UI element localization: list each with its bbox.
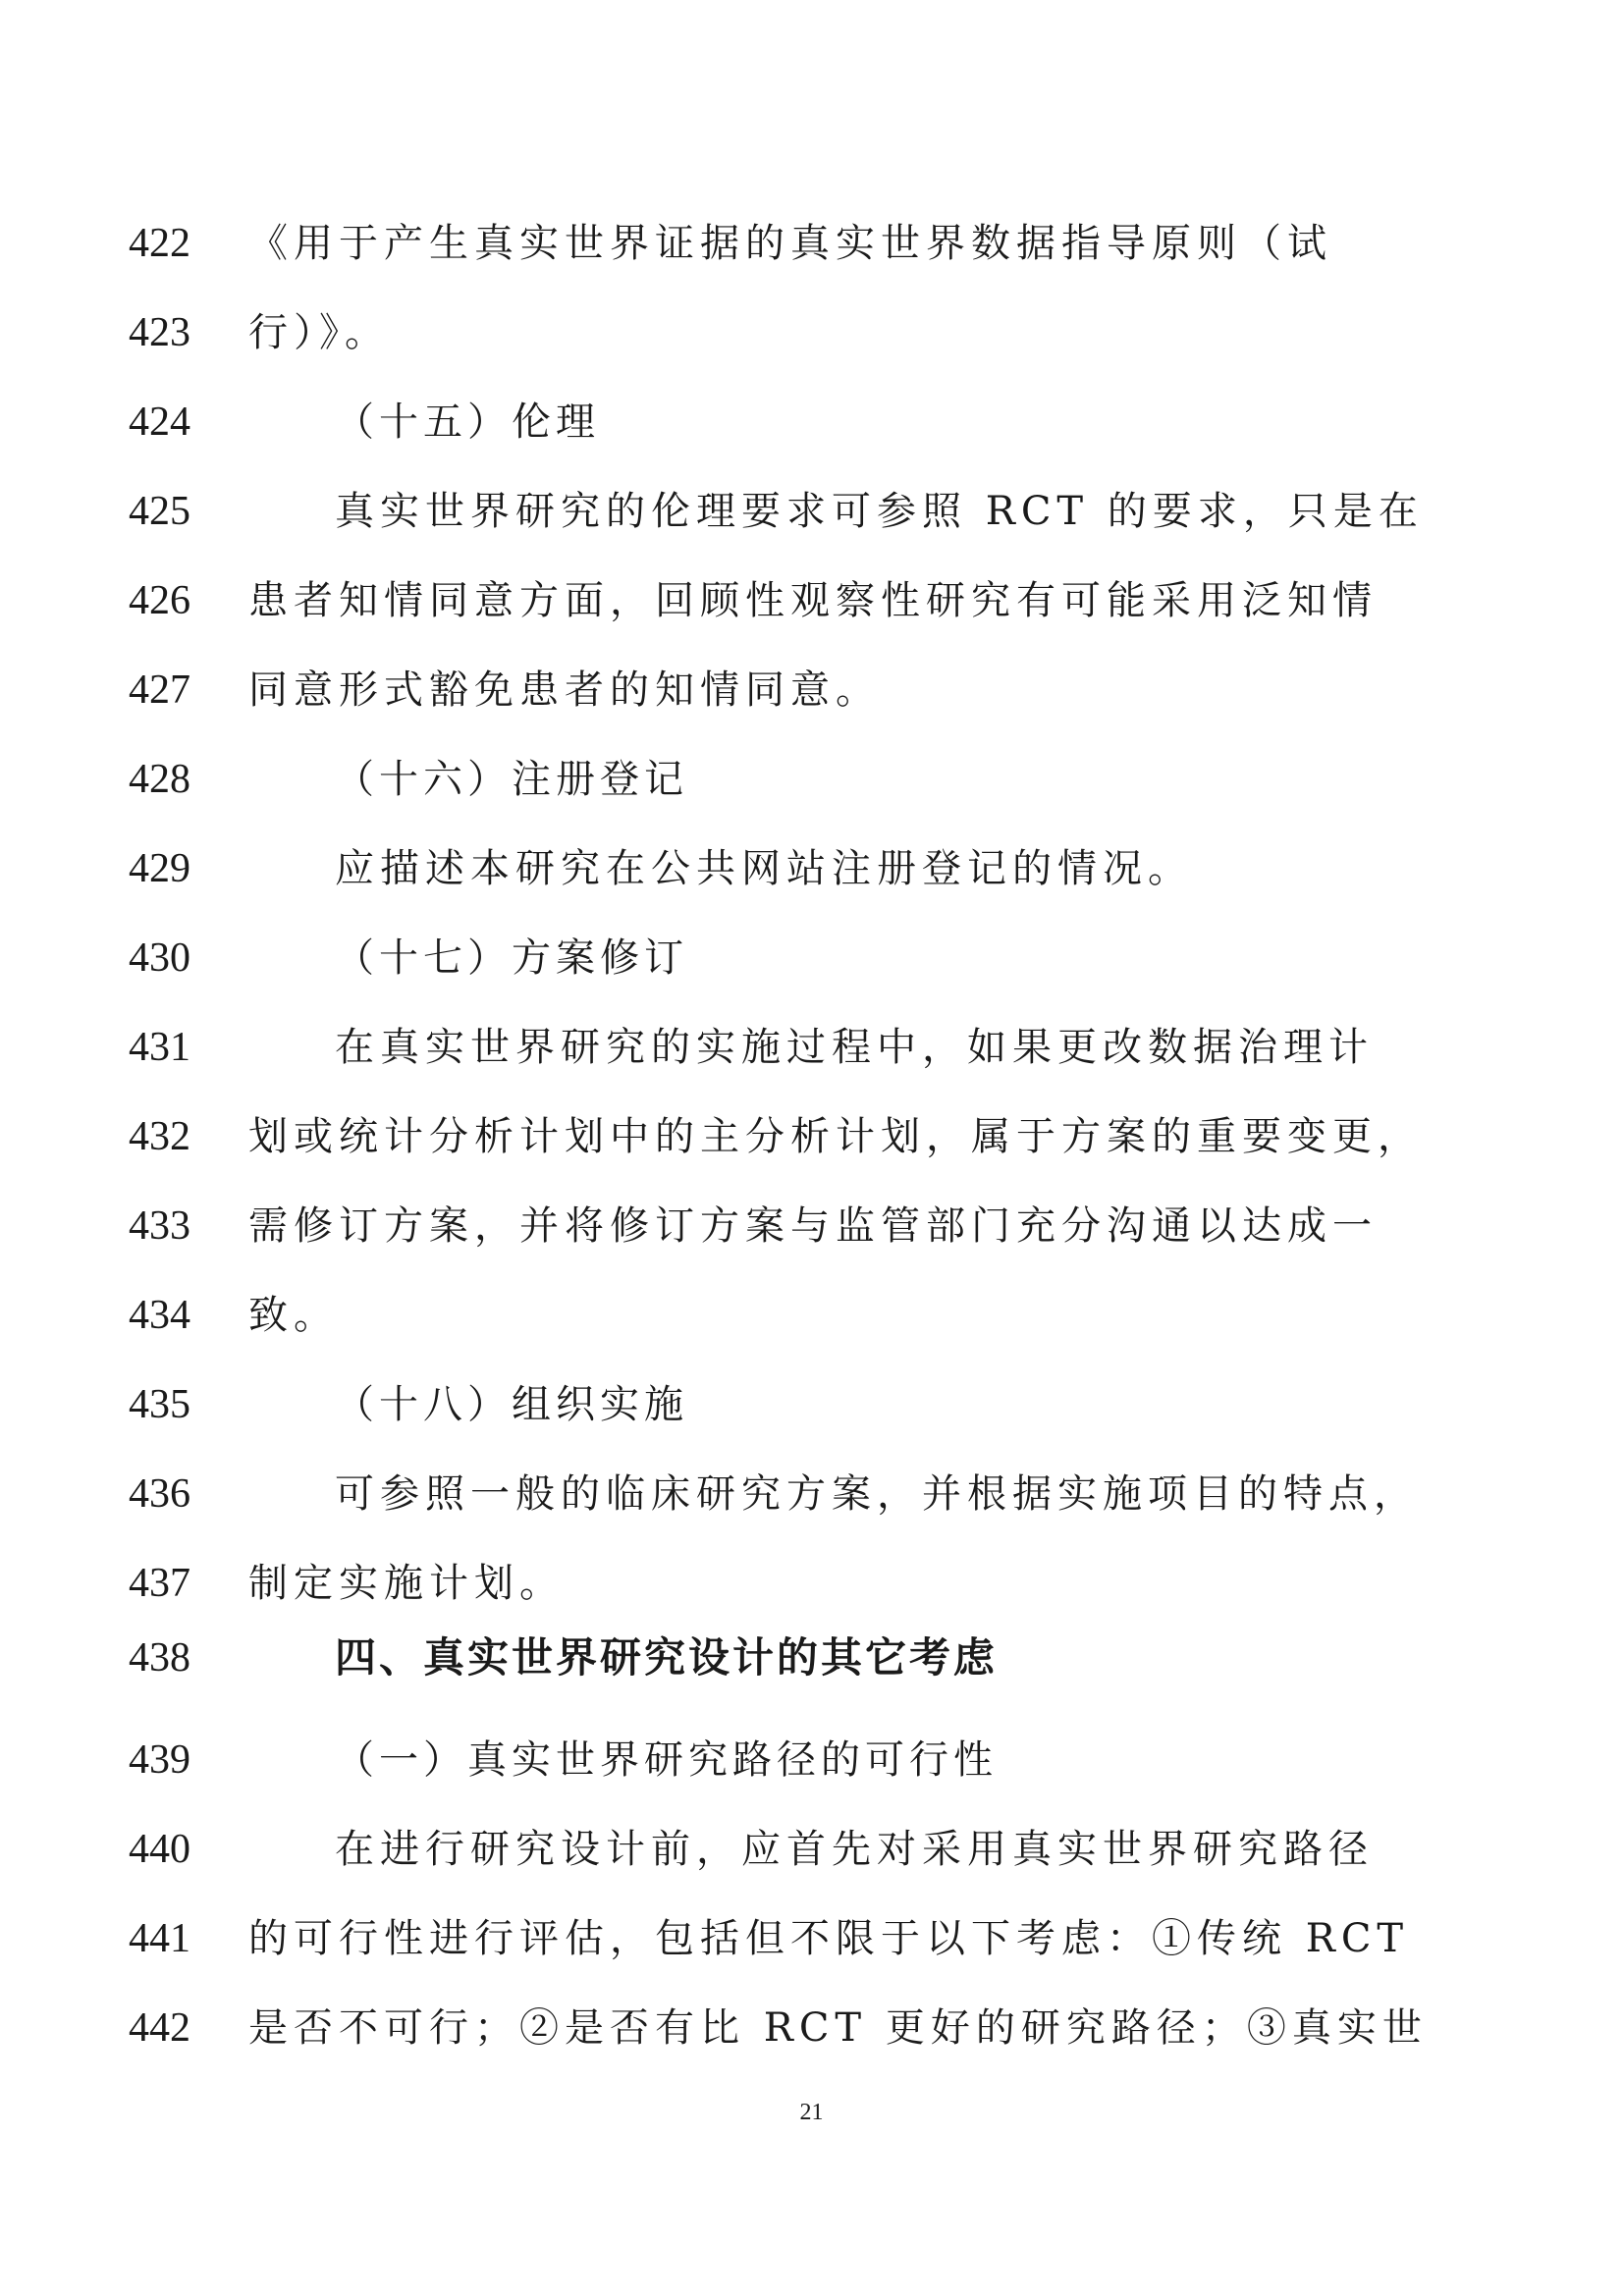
- text-line: [0, 1003, 1623, 1092]
- line-number: 431: [129, 1025, 190, 1070]
- section-heading-line: [0, 378, 1623, 466]
- line-text: 需修订方案，并将修订方案与监管部门充分沟通以达成一: [248, 1203, 1378, 1249]
- line-text: 制定实施计划。: [248, 1561, 565, 1606]
- line-number: 435: [129, 1382, 190, 1427]
- text-line: [0, 467, 1623, 556]
- line-number: 434: [129, 1293, 190, 1338]
- line-text: 在真实世界研究的实施过程中，如果更改数据治理计: [335, 1025, 1374, 1070]
- line-number: 442: [129, 2005, 190, 2051]
- line-number: 433: [129, 1203, 190, 1249]
- line-number: 427: [129, 667, 190, 713]
- text-line: [0, 1271, 1623, 1360]
- text-line: [0, 1093, 1623, 1181]
- line-text: 可参照一般的临床研究方案，并根据实施项目的特点，: [335, 1471, 1419, 1517]
- chapter-heading-line: [0, 1614, 1623, 1702]
- line-text: 的可行性进行评估，包括但不限于以下考虑：①传统 RCT: [248, 1916, 1410, 1961]
- line-number: 424: [129, 400, 190, 445]
- line-text: 应描述本研究在公共网站注册登记的情况。: [335, 846, 1193, 891]
- line-number: 438: [129, 1635, 190, 1681]
- line-number: 429: [129, 846, 190, 891]
- text-line: [0, 1450, 1623, 1538]
- text-line: [0, 557, 1623, 645]
- line-text: 真实世界研究的伦理要求可参照 RCT 的要求，只是在: [335, 489, 1424, 534]
- line-text: 患者知情同意方面，回顾性观察性研究有可能采用泛知情: [248, 578, 1378, 623]
- line-number: 422: [129, 221, 190, 266]
- line-number: 441: [129, 1916, 190, 1961]
- line-text: 《用于产生真实世界证据的真实世界数据指导原则（试: [248, 221, 1332, 266]
- line-number: 430: [129, 935, 190, 981]
- line-text: 同意形式豁免患者的知情同意。: [248, 667, 881, 713]
- text-line: [0, 1895, 1623, 1983]
- text-line: [0, 199, 1623, 288]
- page-number: 21: [799, 2100, 824, 2125]
- line-text: 行）》。: [248, 310, 390, 355]
- section-heading: （十八）组织实施: [335, 1382, 688, 1427]
- section-heading: （十七）方案修订: [335, 935, 688, 981]
- line-text: 划或统计分析计划中的主分析计划，属于方案的重要变更，: [248, 1114, 1423, 1159]
- line-number: 428: [129, 757, 190, 802]
- line-number: 439: [129, 1737, 190, 1783]
- line-number: 426: [129, 578, 190, 623]
- section-heading-line: [0, 1716, 1623, 1804]
- line-text: 在进行研究设计前，应首先对采用真实世界研究路径: [335, 1827, 1374, 1872]
- text-line: [0, 646, 1623, 734]
- section-heading: （十六）注册登记: [335, 757, 688, 802]
- section-heading-line: [0, 1361, 1623, 1449]
- text-line: [0, 1805, 1623, 1894]
- text-line: [0, 1984, 1623, 2072]
- line-number: 436: [129, 1471, 190, 1517]
- section-heading-line: [0, 735, 1623, 824]
- section-heading: （一）真实世界研究路径的可行性: [335, 1737, 998, 1783]
- line-number: 425: [129, 489, 190, 534]
- line-number: 432: [129, 1114, 190, 1159]
- section-heading: （十五）伦理: [335, 400, 600, 445]
- line-number: 423: [129, 310, 190, 355]
- chapter-heading: 四、真实世界研究设计的其它考虑: [335, 1633, 999, 1682]
- section-heading-line: [0, 914, 1623, 1002]
- line-number: 437: [129, 1561, 190, 1606]
- line-text: 是否不可行；②是否有比 RCT 更好的研究路径；③真实世: [248, 2005, 1428, 2051]
- text-line: [0, 1182, 1623, 1270]
- line-text: 致。: [248, 1293, 339, 1338]
- text-line: [0, 825, 1623, 913]
- text-line: [0, 289, 1623, 377]
- line-number: 440: [129, 1827, 190, 1872]
